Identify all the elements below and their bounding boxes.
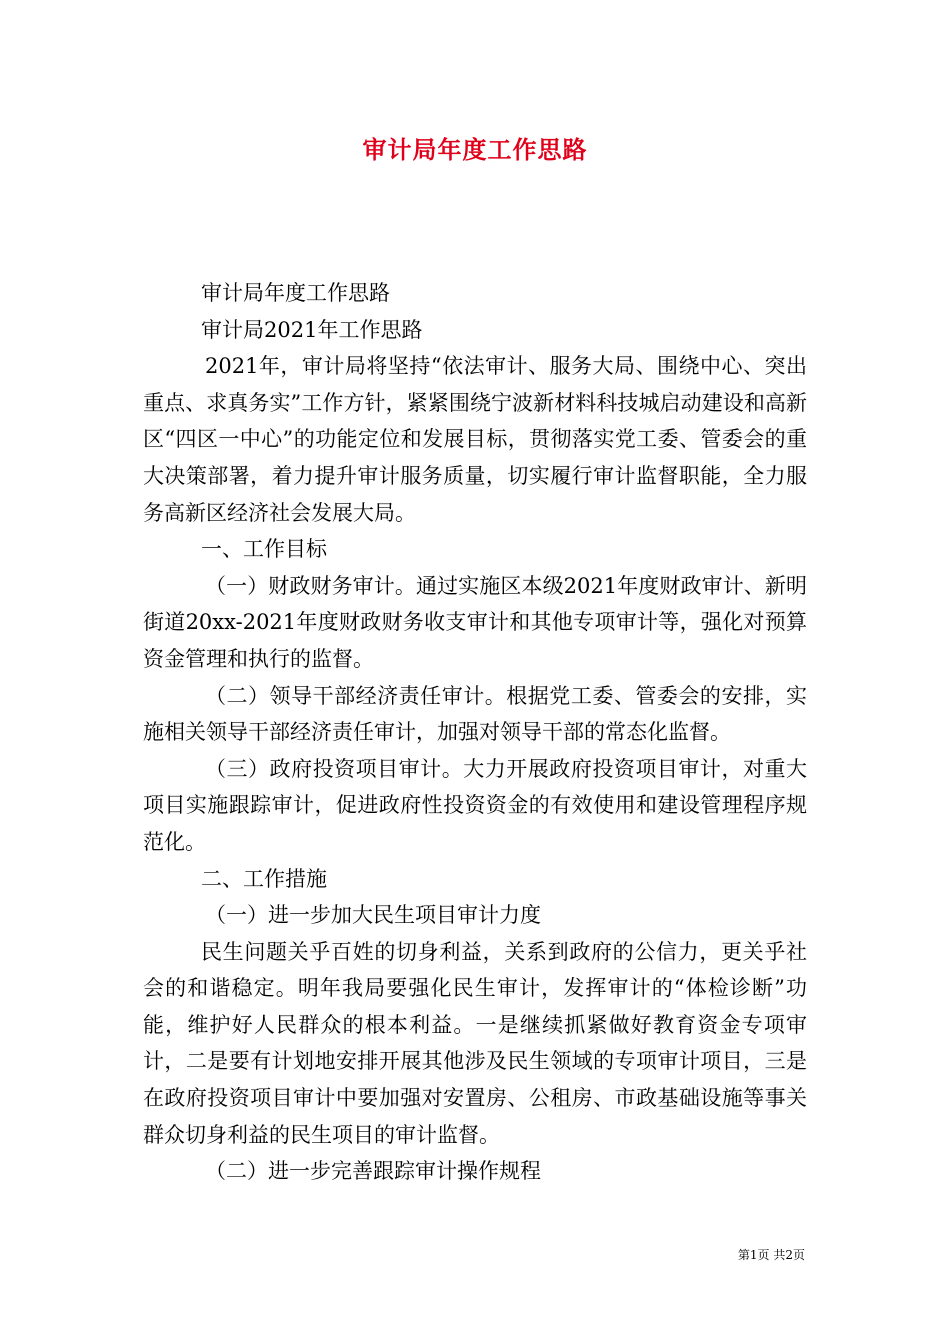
- document-title: 审计局年度工作思路: [362, 136, 588, 164]
- paragraph-intro: 2021年，审计局将坚持“依法审计、服务大局、围绕中心、突出重点、求真务实”工作方针，紧紧围绕宁波新材料科技城启动建设和高新区“四区一中心”的功能定位和发展目标，贯彻落实党工委、管委会的重大决策部署，着力提升审计服务质量，切实履行审计监督职能，全力服务高新区经济社会发展大局。: [143, 354, 807, 525]
- section-heading-measures: 二、工作措施: [201, 866, 327, 891]
- paragraph-goal-1: （一）财政财务审计。通过实施区本级2021年度财政审计、新明街道20xx-2021年度财政财务收支审计和其他专项审计等，强化对预算资金管理和执行的监督。: [143, 573, 807, 671]
- section-heading-goals: 一、工作目标: [201, 537, 327, 562]
- paragraph-goal-3: （三）政府投资项目审计。大力开展政府投资项目审计，对重大项目实施跟踪审计，促进政府性投资资金的有效使用和建设管理程序规范化。: [143, 756, 807, 854]
- subheading-measure-1: （一）进一步加大民生项目审计力度: [205, 903, 541, 928]
- paragraph-heading-repeat: 审计局年度工作思路: [201, 281, 390, 305]
- paragraph-measure-1: 民生问题关乎百姓的切身利益，关系到政府的公信力，更关乎社会的和谐稳定。明年我局要强化民生审计，发挥审计的“体检诊断”功能，维护好人民群众的根本利益。一是继续抓紧做好教育资金专项审计，二是要有计划地安排开展其他涉及民生领域的专项审计项目，三是在政府投资项目审计中要加强对安置房、公租房、市政基础设施等事关群众切身利益的民生项目的审计监督。: [143, 939, 807, 1147]
- document-body: [143, 275, 807, 1190]
- paragraph-subtitle: 审计局2021年工作思路: [201, 317, 423, 342]
- subheading-measure-2: （二）进一步完善跟踪审计操作规程: [205, 1159, 541, 1184]
- paragraph-goal-2: （二）领导干部经济责任审计。根据党工委、管委会的安排，实施相关领导干部经济责任审计，加强对领导干部的常态化监督。: [143, 683, 807, 745]
- page-number-footer: 第1页 共2页: [737, 1248, 805, 1262]
